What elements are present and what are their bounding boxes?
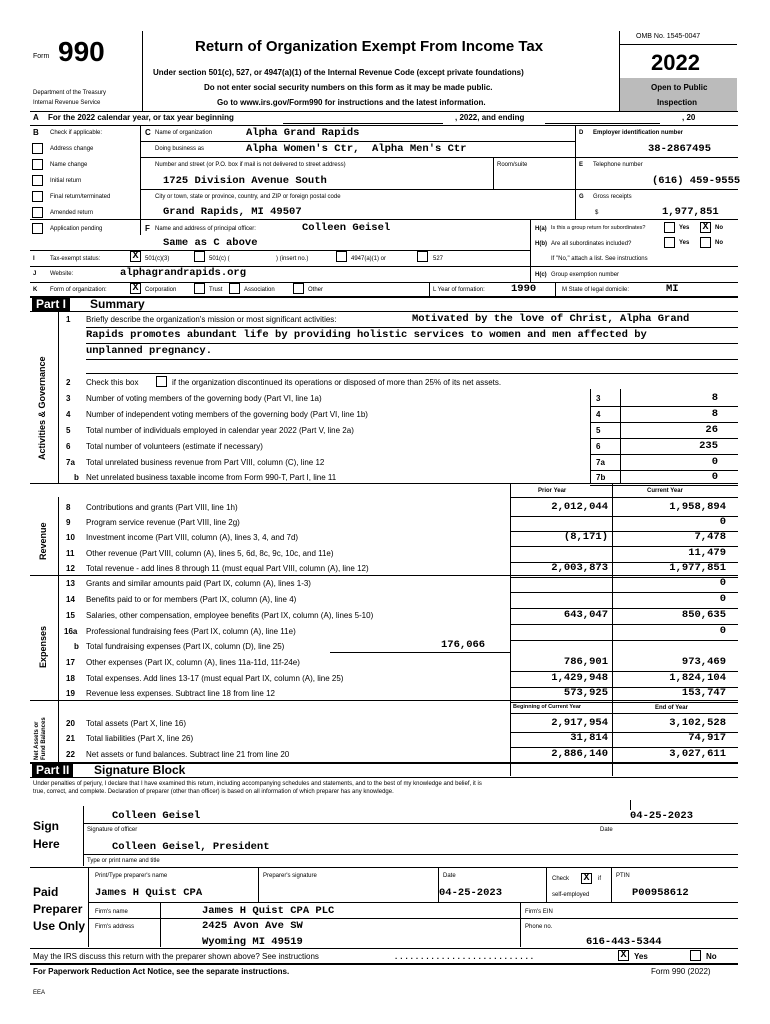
officer-signature[interactable]: Colleen Geisel: [112, 810, 201, 822]
net-assets-line-text: Total assets (Part X, line 16): [86, 719, 187, 728]
website-value: alphagrandrapids.org: [120, 267, 247, 279]
revenue-line-num: 9: [66, 518, 71, 527]
mission-line-1: Motivated by the love of Christ, Alpha Grand: [412, 313, 690, 325]
phone-label: Telephone number: [593, 162, 643, 168]
revenue-current-value: 0: [719, 516, 726, 528]
revenue-line-text: Total revenue - add lines 8 through 11 (must equal Part VIII, column (A), line 12): [86, 564, 369, 573]
year-formation: 1990: [511, 283, 537, 295]
here-label: Here: [33, 837, 60, 851]
ha-no-checkbox[interactable]: X: [700, 222, 711, 233]
revenue-line-num: 11: [66, 549, 75, 558]
gov-line-num: 4: [66, 410, 71, 419]
line-c-label: C: [145, 128, 151, 137]
net-assets-current-value: 74,917: [688, 732, 726, 744]
line-a-end: , 20: [682, 113, 696, 122]
mission-line-2: Rapids promotes abundant life by providing holistic services to women and men affected by: [86, 329, 647, 341]
expense-row-rule: [510, 592, 738, 593]
self-employed-label: self-employed: [552, 892, 590, 898]
tax-exempt-label: Tax-exempt status:: [50, 256, 101, 262]
form-of-org-label: Form of organization:: [50, 287, 107, 293]
gov-line-value: 8: [711, 408, 718, 420]
org-name: Alpha Grand Rapids: [246, 127, 360, 139]
prior-year-head: Prior Year: [538, 488, 567, 494]
side-activities-governance: Activities & Governance: [37, 356, 47, 460]
street-address: 1725 Division Avenue South: [163, 175, 327, 187]
501c-label: 501(c) (: [209, 256, 230, 262]
gov-row-rule: [590, 422, 738, 423]
expense-row-rule: [510, 624, 738, 625]
corporation-label: Corporation: [145, 287, 177, 293]
line-2-num: 2: [66, 378, 71, 387]
other-checkbox[interactable]: [293, 283, 304, 294]
gov-line-text: Total unrelated business revenue from Part VIII, column (C), line 12: [86, 458, 325, 467]
irs-label: Internal Revenue Service: [33, 100, 101, 106]
current-year-head: Current Year: [647, 488, 683, 494]
address-change-checkbox[interactable]: [32, 143, 43, 154]
expense-line-text: Professional fundraising fees (Part IX, column (A), line 11e): [86, 627, 296, 636]
expense-total-line-num: 17: [66, 658, 75, 667]
part-i-tag: Part I: [32, 297, 70, 311]
ha-yes-checkbox[interactable]: [664, 222, 675, 233]
insert-no-label: ) (insert no.): [276, 256, 309, 262]
eea-label: EEA: [33, 990, 46, 996]
discuss-yes-checkbox[interactable]: X: [618, 950, 629, 961]
net-assets-line-text: Total liabilities (Part X, line 26): [86, 734, 194, 743]
perjury-line-2: true, correct, and complete. Declaration of preparer (other than officer) is based on all information of which preparer has any knowledge.: [33, 789, 394, 795]
gov-line-text: Total number of individuals employed in calendar year 2022 (Part V, line 2a): [86, 426, 354, 435]
gov-line-text: Number of voting members of the governing body (Part VI, line 1a): [86, 394, 322, 403]
revenue-current-value: 7,478: [694, 531, 726, 543]
gov-line-num: b: [74, 473, 79, 482]
net-assets-current-value: 3,027,611: [669, 748, 726, 760]
revenue-prior-value: 2,012,044: [551, 501, 608, 513]
preparer-label: Preparer: [33, 902, 83, 916]
subtitle-3: Go to www.irs.gov/Form990 for instructions and the latest information.: [217, 98, 486, 107]
begin-year-head: Beginning of Current Year: [513, 704, 582, 710]
gov-line-num: 3: [66, 394, 71, 403]
501c-checkbox[interactable]: [194, 251, 205, 262]
expense-total-line-text: Other expenses (Part IX, column (A), lines 11a-11d, 11f-24e): [86, 658, 300, 667]
open-public: Open to Public: [651, 83, 708, 92]
gov-row-rule: [590, 406, 738, 407]
line-j-label: J: [33, 271, 37, 277]
officer-label: Name and address of principal officer:: [155, 226, 256, 232]
name-change-checkbox[interactable]: [32, 159, 43, 170]
line-1-num: 1: [66, 315, 71, 324]
final-return-checkbox[interactable]: [32, 191, 43, 202]
expense-total-line-text: Total expenses. Add lines 13-17 (must equal Part IX, column (A), line 25): [86, 674, 344, 683]
expense-prior-value: 643,047: [563, 609, 608, 621]
discuss-no-label: No: [706, 952, 717, 961]
line-1-text: Briefly describe the organization's mission or most significant activities:: [86, 315, 337, 324]
hb-note: If "No," attach a list. See instructions: [551, 256, 648, 262]
firm-address-1: 2425 Avon Ave SW: [202, 920, 303, 932]
hb-no-label: No: [715, 240, 723, 246]
revenue-line-text: Contributions and grants (Part VIII, line 1h): [86, 503, 238, 512]
discuss-no-checkbox[interactable]: [690, 950, 701, 961]
line-a-label: A: [33, 113, 39, 122]
net-assets-prior-value: 2,886,140: [551, 748, 608, 760]
amended-return-checkbox[interactable]: [32, 207, 43, 218]
website-label: Website:: [50, 271, 74, 277]
hb-yes-label: Yes: [679, 240, 690, 246]
net-assets-line-text: Net assets or fund balances. Subtract line 21 from line 20: [86, 750, 290, 759]
501c3-label: 501(c)(3): [145, 256, 170, 262]
firm-phone: 616-443-5344: [586, 936, 662, 948]
revenue-current-value: 1,977,851: [669, 562, 726, 574]
preparer-ptin: P00958612: [632, 887, 689, 899]
expense-total-current-value: 1,824,104: [669, 672, 726, 684]
501c3-checkbox[interactable]: X: [130, 251, 141, 262]
gov-line-box: 6: [596, 442, 601, 451]
net-assets-line-num: 21: [66, 734, 75, 743]
initial-return-checkbox[interactable]: [32, 175, 43, 186]
subtitle-2: Do not enter social security numbers on this form as it may be made public.: [204, 83, 493, 92]
527-label: 527: [433, 256, 444, 262]
ha-label: H(a): [535, 226, 547, 232]
gov-line-value: 26: [705, 424, 718, 436]
side-revenue: Revenue: [38, 522, 48, 560]
line-2-text-a: Check this box: [86, 378, 139, 387]
revenue-current-value: 11,479: [688, 547, 726, 559]
firm-address-2: Wyoming MI 49519: [202, 936, 303, 948]
line-k-label: K: [33, 287, 38, 293]
sign-label: Sign: [33, 819, 59, 833]
hb-label: H(b): [535, 241, 547, 247]
gov-line-box: 5: [596, 426, 601, 435]
revenue-current-value: 1,958,894: [669, 501, 726, 513]
firm-ein-label: Firm's EIN: [525, 909, 553, 915]
revenue-prior-value: 2,003,873: [551, 562, 608, 574]
gov-line-value: 8: [711, 392, 718, 404]
corporation-checkbox[interactable]: X: [130, 283, 141, 294]
ein-value: 38-2867495: [648, 143, 712, 155]
gross-receipts-value: 1,977,851: [662, 206, 719, 218]
gov-line-text: Number of independent voting members of the governing body (Part VI, line 1b): [86, 410, 368, 419]
if-label: if: [598, 876, 601, 882]
sign-date-label: Date: [600, 827, 613, 833]
gov-line-value: 0: [711, 471, 718, 483]
gov-line-value: 0: [711, 456, 718, 468]
org-name-label: Name of organization: [155, 130, 213, 136]
inspection: Inspection: [657, 98, 698, 107]
expense-line-text: Benefits paid to or for members (Part IX, column (A), line 4): [86, 595, 297, 604]
gov-line-num: 6: [66, 442, 71, 451]
prep-date-label: Date: [443, 873, 456, 879]
mission-line-3: unplanned pregnancy.: [86, 345, 213, 357]
prep-sig-label: Preparer's signature: [263, 873, 317, 879]
city-label: City or town, state or province, country, and ZIP or foreign postal code: [155, 194, 341, 200]
application-pending-label: Application pending: [50, 226, 103, 232]
revenue-line-text: Program service revenue (Part VIII, line 2g): [86, 518, 240, 527]
revenue-line-text: Investment income (Part VIII, column (A), lines 3, 4, and 7d): [86, 533, 299, 542]
paperwork-notice: For Paperwork Reduction Act Notice, see the separate instructions.: [33, 967, 290, 976]
revenue-prior-value: (8,171): [563, 531, 608, 543]
dba-label: Doing business as: [155, 146, 205, 152]
preparer-date: 04-25-2023: [439, 887, 503, 899]
form-number: 990: [58, 36, 105, 67]
revenue-line-num: 10: [66, 533, 75, 542]
subtitle-1: Under section 501(c), 527, or 4947(a)(1) of the Internal Revenue Code (except private foundations): [153, 68, 524, 77]
discuss-yes-label: Yes: [634, 952, 648, 961]
expense-line-num: 14: [66, 595, 75, 604]
gov-line-box: 4: [596, 410, 601, 419]
officer-sign-date: 04-25-2023: [630, 810, 694, 822]
side-net-assets: Net Assets or Fund Balances: [34, 717, 47, 760]
expense-total-line-num: 18: [66, 674, 75, 683]
line-a-mid: , 2022, and ending: [455, 113, 525, 122]
line-16b-text: Total fundraising expenses (Part IX, column (D), line 25): [86, 642, 285, 651]
net-assets-line-num: 22: [66, 750, 75, 759]
expense-current-value: 0: [719, 577, 726, 589]
street-label: Number and street (or P.O. box if mail is not delivered to street address): [155, 162, 346, 168]
expense-current-value: 0: [719, 625, 726, 637]
room-label: Room/suite: [497, 162, 528, 168]
firm-name-label: Firm's name: [95, 909, 128, 915]
gross-receipts-label: Gross receipts: [593, 194, 632, 200]
amended-return-label: Amended return: [50, 210, 94, 216]
form-title: Return of Organization Exempt From Income Tax: [195, 38, 544, 55]
name-change-label: Name change: [50, 162, 88, 168]
end-year-head: End of Year: [655, 705, 688, 711]
year-formation-label: L Year of formation:: [433, 287, 485, 293]
net-assets-current-value: 3,102,528: [669, 717, 726, 729]
dept-treasury: Department of the Treasury: [33, 90, 107, 96]
part-ii-title: Signature Block: [94, 763, 186, 777]
check-label: Check: [552, 876, 570, 882]
expense-current-value: 850,635: [681, 609, 726, 621]
line-b-label: B: [33, 128, 39, 137]
expense-total-prior-value: 786,901: [563, 656, 608, 668]
hb-no-checkbox[interactable]: [700, 237, 711, 248]
line-16b-num: b: [74, 642, 79, 651]
hb-yes-checkbox[interactable]: [664, 237, 675, 248]
domicile-label: M State of legal domicile:: [562, 287, 630, 293]
gov-line-box: 3: [596, 394, 601, 403]
ha-text: Is this a group return for subordinates?: [551, 225, 646, 231]
line-d-label: D: [579, 130, 584, 136]
gov-value-divider: [620, 389, 621, 483]
ha-yes-label: Yes: [679, 225, 690, 231]
gov-line-value: 235: [699, 440, 718, 452]
part-i-title: Summary: [90, 297, 145, 311]
trust-label: Trust: [209, 287, 223, 293]
4947-checkbox[interactable]: [336, 251, 347, 262]
expense-row-rule: [510, 640, 738, 641]
net-assets-prior-value: 2,917,954: [551, 717, 608, 729]
net-assets-line-num: 20: [66, 719, 75, 728]
expense-total-row-rule: [510, 702, 738, 703]
gov-line-text: Net unrelated business taxable income from Form 990-T, Part I, line 11: [86, 473, 337, 482]
self-employed-checkbox[interactable]: X: [581, 873, 592, 884]
preparer-name: James H Quist CPA: [95, 887, 203, 899]
expense-total-prior-value: 1,429,948: [551, 672, 608, 684]
application-pending-checkbox[interactable]: [32, 223, 43, 234]
discontinued-checkbox[interactable]: [156, 376, 167, 387]
expense-line-num: 13: [66, 579, 75, 588]
line-a-text: For the 2022 calendar year, or tax year beginning: [48, 113, 234, 122]
ein-label: Employer identification number: [593, 130, 684, 136]
dba-name: Alpha Women's Ctr, Alpha Men's Ctr: [246, 143, 467, 155]
footer-form-id: Form 990 (2022): [651, 967, 711, 976]
hc-label: H(c): [535, 272, 547, 278]
expense-total-current-value: 153,747: [681, 687, 726, 699]
line-g-label: G: [579, 194, 584, 200]
address-change-label: Address change: [50, 146, 94, 152]
revenue-line-num: 8: [66, 503, 71, 512]
line-f-label: F: [145, 224, 150, 233]
discuss-dots: ...........................: [395, 952, 537, 961]
gov-line-box: 7a: [596, 458, 605, 467]
prep-name-label: Print/Type preparer's name: [95, 873, 168, 879]
gov-line-box: 7b: [596, 473, 606, 482]
expense-line-text: Grants and similar amounts paid (Part IX, column (A), lines 1-3): [86, 579, 311, 588]
trust-checkbox[interactable]: [194, 283, 205, 294]
association-label: Association: [244, 287, 275, 293]
phone-value: (616) 459-9555: [652, 175, 741, 187]
paid-label: Paid: [33, 885, 59, 899]
gov-line-num: 5: [66, 426, 71, 435]
other-label: Other: [308, 287, 324, 293]
527-checkbox[interactable]: [417, 251, 428, 262]
firm-name: James H Quist CPA PLC: [202, 905, 335, 917]
gov-row-rule: [590, 438, 738, 439]
name-title-label: Type or print name and title: [87, 858, 160, 864]
city-state-zip: Grand Rapids, MI 49507: [163, 206, 302, 218]
association-checkbox[interactable]: [229, 283, 240, 294]
expense-line-num: 15: [66, 611, 75, 620]
line-e-label: E: [579, 162, 584, 168]
net-assets-prior-value: 31,814: [570, 732, 608, 744]
expense-total-line-text: Revenue less expenses. Subtract line 18 from line 12: [86, 689, 275, 698]
check-if-applicable: Check if applicable:: [50, 130, 103, 136]
ptin-label: PTIN: [616, 873, 630, 879]
omb-number: OMB No. 1545-0047: [636, 33, 701, 40]
dollar-sign: $: [595, 210, 599, 216]
firm-address-label: Firm's address: [95, 924, 135, 930]
final-return-label: Final return/terminated: [50, 194, 111, 200]
gov-row-rule: [590, 454, 738, 455]
line-16b-value: 176,066: [441, 639, 486, 651]
revenue-line-text: Other revenue (Part VIII, column (A), lines 5, 6d, 8c, 9c, 10c, and 11e): [86, 549, 334, 558]
line-i-label: I: [33, 256, 35, 262]
expense-total-current-value: 973,469: [681, 656, 726, 668]
expense-line-text: Salaries, other compensation, employee benefits (Part IX, column (A), lines 5-10): [86, 611, 374, 620]
use-only-label: Use Only: [33, 919, 86, 933]
line-2-text-b: if the organization discontinued its operations or disposed of more than 25% of its net assets.: [172, 378, 502, 387]
gov-line-num: 7a: [66, 458, 75, 467]
officer-address: Same as C above: [163, 237, 258, 249]
side-expenses: Expenses: [38, 625, 48, 668]
form-label: Form: [33, 53, 50, 60]
revenue-line-num: 12: [66, 564, 75, 573]
perjury-line-1: Under penalties of perjury, I declare that I have examined this return, including accompanying schedules and statements, and to the best of my knowledge and belief, it is: [33, 781, 482, 787]
gov-line-text: Total number of volunteers (estimate if necessary): [86, 442, 263, 451]
expense-total-prior-value: 573,925: [563, 687, 608, 699]
hb-text: Are all subordinates included?: [551, 241, 632, 247]
discuss-text: May the IRS discuss this return with the preparer shown above? See instructions: [33, 952, 319, 961]
4947-label: 4947(a)(1) or: [351, 256, 387, 262]
officer-name-title: Colleen Geisel, President: [112, 841, 270, 853]
gov-box-divider: [590, 389, 591, 483]
part-ii-tag: Part II: [32, 763, 73, 777]
expense-total-line-num: 19: [66, 689, 75, 698]
hc-text: Group exemption number: [551, 272, 620, 278]
domicile-state: MI: [666, 283, 679, 295]
expense-current-value: 0: [719, 593, 726, 605]
phone-no-label: Phone no.: [525, 924, 553, 930]
signature-label: Signature of officer: [87, 827, 138, 833]
ha-no-label: No: [715, 225, 723, 231]
initial-return-label: Initial return: [50, 178, 82, 184]
expense-line-num: 16a: [64, 627, 78, 636]
tax-year: 2022: [651, 50, 700, 75]
principal-officer: Colleen Geisel: [302, 222, 391, 234]
